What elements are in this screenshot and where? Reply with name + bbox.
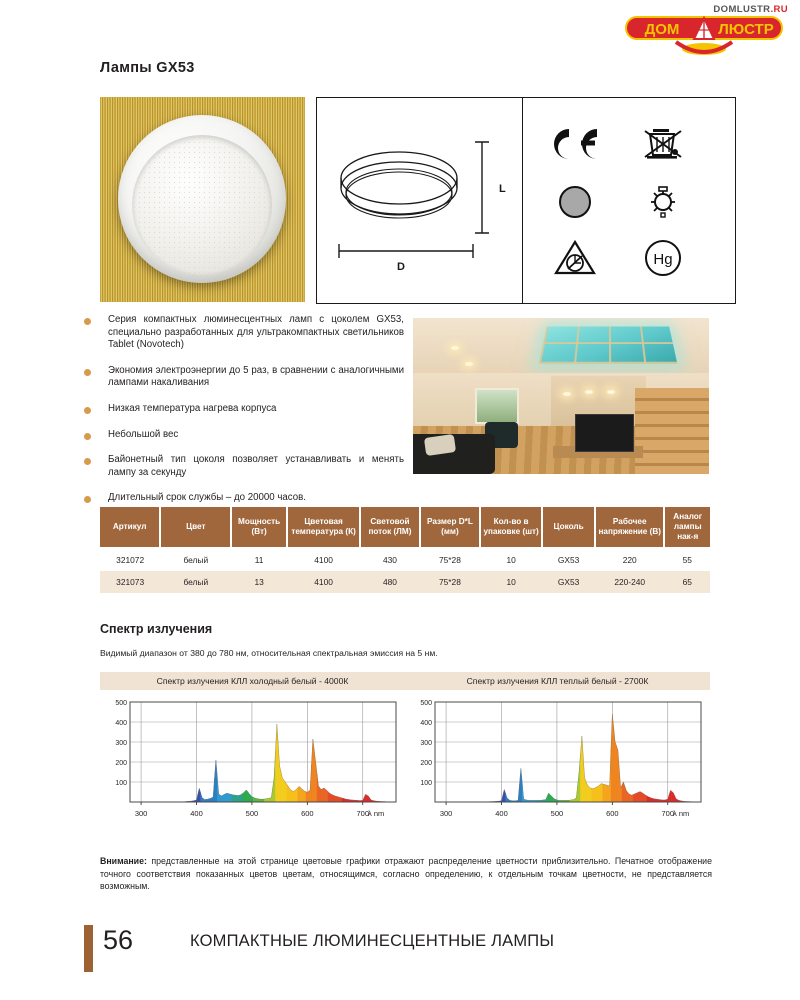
svg-text:200: 200: [115, 760, 127, 767]
cell-size: 75*28: [420, 548, 480, 571]
cell-power: 13: [231, 571, 287, 593]
chart-plot-area: [405, 696, 710, 824]
bullet-dot-icon: [84, 407, 91, 414]
cell-pack: 10: [480, 548, 542, 571]
photo-downlight: [465, 362, 473, 366]
no-dimmer-triangle-icon: [545, 232, 605, 284]
col-pack: Кол-во в упаковке (шт): [480, 507, 542, 548]
cell-size: 75*28: [420, 571, 480, 593]
svg-text:400: 400: [190, 809, 203, 818]
feature-text: Серия компактных люминесцентных ламп с цоколем GX53, специально разработанных для ультракомпактных светильников Tablet (Novotech): [108, 314, 404, 351]
feature-list: [84, 314, 404, 518]
specifications-table: [100, 507, 710, 593]
svg-text:Hg: Hg: [653, 251, 673, 268]
svg-text:200: 200: [420, 760, 432, 767]
cell-voltage: 220: [595, 548, 665, 571]
chart-title: Спектр излучения КЛЛ холодный белый - 4000К: [100, 672, 405, 690]
photo-downlight: [563, 392, 571, 396]
bullet-dot-icon: [84, 318, 91, 325]
list-item: [84, 492, 404, 505]
product-photo: [100, 97, 305, 302]
interior-photo: [413, 318, 709, 474]
section-title-spectrum: Спектр излучения: [100, 622, 213, 636]
svg-text:ДОМ: ДОМ: [644, 21, 680, 38]
weee-crossed-bin-icon: [633, 118, 693, 170]
lamp-glow-icon: [633, 176, 693, 228]
svg-text:700: 700: [661, 809, 675, 818]
grey-disc-icon: [545, 176, 605, 228]
svg-text:100: 100: [115, 780, 127, 787]
bullet-dot-icon: [84, 458, 91, 465]
chart-cool-white: [100, 672, 405, 824]
col-flux: Световой поток (ЛМ): [360, 507, 420, 548]
col-size: Размер D*L (мм): [420, 507, 480, 548]
cell-base: GX53: [542, 571, 595, 593]
svg-text:400: 400: [115, 720, 127, 727]
compliance-symbols: [523, 98, 735, 303]
photo-tv: [575, 414, 634, 452]
site-url: [713, 4, 788, 15]
photo-downlight: [451, 346, 459, 350]
cell-article: 321072: [100, 548, 160, 571]
svg-text:λ nm: λ nm: [673, 809, 690, 818]
footer-accent-bar: [84, 925, 93, 972]
site-logo[interactable]: [620, 4, 790, 56]
footer-title: КОМПАКТНЫЕ ЛЮМИНЕСЦЕНТНЫЕ ЛАМПЫ: [190, 932, 555, 950]
svg-text:500: 500: [115, 700, 127, 707]
bullet-dot-icon: [84, 433, 91, 440]
dimension-drawing: [317, 98, 522, 303]
list-item: [84, 403, 404, 416]
svg-text:500: 500: [420, 700, 432, 707]
cell-analog: 65: [664, 571, 710, 593]
svg-text:λ nm: λ nm: [368, 809, 385, 818]
svg-text:300: 300: [420, 740, 432, 747]
photo-downlight: [585, 390, 593, 394]
chart-title: Спектр излучения КЛЛ теплый белый - 2700К: [405, 672, 710, 690]
cell-flux: 480: [360, 571, 420, 593]
list-item: [84, 429, 404, 442]
cell-analog: 55: [664, 548, 710, 571]
feature-text: Небольшой вес: [108, 428, 179, 440]
section-subtitle-spectrum: Видимый диапазон от 380 до 780 нм, относительная спектральная эмиссия на 5 нм.: [100, 648, 438, 658]
feature-text: Экономия электроэнергии до 5 раз, в сравнении с аналогичными лампами накаливания: [108, 364, 404, 389]
mercury-hg-icon: [633, 232, 693, 284]
bullet-dot-icon: [84, 369, 91, 376]
logo-svg: [620, 16, 788, 56]
photo-downlight: [607, 390, 615, 394]
logo-graphic: [620, 16, 788, 56]
table-row[interactable]: [100, 571, 710, 593]
col-article: Артикул: [100, 507, 160, 548]
list-item: [84, 454, 404, 479]
cell-colortemp: 4100: [287, 571, 360, 593]
col-base: Цоколь: [542, 507, 595, 548]
feature-text: Байонетный тип цоколя позволяет устанавливать и менять лампу за секунду: [108, 454, 404, 478]
spectrum-chart-svg: [405, 696, 710, 824]
disclaimer-body: представленные на этой странице цветовые графики отражают распределение цветности приблизительно. Печатное отображение точного соответствия показанных цветов цветам, относящимся, согласно определению, к отдельным точкам цветности, не представляется возможным.: [100, 856, 712, 892]
lamp-body: [118, 115, 286, 283]
site-url-tld: .RU: [770, 4, 788, 15]
col-power: Мощность (Вт): [231, 507, 287, 548]
svg-text:ЛЮСТР: ЛЮСТР: [718, 21, 774, 38]
cell-voltage: 220-240: [595, 571, 665, 593]
svg-text:400: 400: [420, 720, 432, 727]
table-header-row: [100, 507, 710, 548]
bullet-dot-icon: [84, 496, 91, 503]
lamp-outline-svg: [317, 98, 522, 303]
svg-text:100: 100: [420, 780, 432, 787]
lamp-texture: [132, 135, 272, 275]
ce-mark-icon: [545, 118, 605, 170]
chart-warm-white: [405, 672, 710, 824]
photo-skylight: [539, 327, 678, 364]
cell-colortemp: 4100: [287, 548, 360, 571]
svg-text:400: 400: [495, 809, 508, 818]
cell-color: белый: [160, 571, 231, 593]
disclaimer-note: [100, 855, 712, 893]
table-body: [100, 548, 710, 593]
page-title: Лампы GX53: [100, 60, 195, 76]
svg-text:300: 300: [439, 809, 453, 818]
disclaimer-lead: Внимание:: [100, 856, 147, 866]
svg-text:300: 300: [115, 740, 127, 747]
cell-pack: 10: [480, 571, 542, 593]
svg-text:300: 300: [134, 809, 148, 818]
feature-text: Длительный срок службы – до 20000 часов.: [108, 492, 306, 504]
technical-diagram-box: [316, 97, 736, 304]
photo-window: [475, 388, 519, 424]
list-item: [84, 314, 404, 352]
feature-text: Низкая температура нагрева корпуса: [108, 402, 277, 414]
cell-color: белый: [160, 548, 231, 571]
svg-text:500: 500: [245, 809, 259, 818]
col-color: Цвет: [160, 507, 231, 548]
svg-text:500: 500: [550, 809, 564, 818]
svg-text:600: 600: [301, 809, 314, 818]
site-url-main: DOMLUSTR: [713, 4, 771, 15]
spectrum-chart-svg: [100, 696, 405, 824]
col-analog: Аналог лампы нак-я: [664, 507, 710, 548]
page-number: 56: [103, 925, 134, 955]
list-item: [84, 365, 404, 390]
col-colortemp: Цветовая температура (К): [287, 507, 360, 548]
lamp-diffuser: [132, 135, 272, 275]
cell-base: GX53: [542, 548, 595, 571]
photo-skylight-grid: [539, 327, 678, 364]
dim-d-label: D: [397, 261, 405, 273]
svg-text:600: 600: [606, 809, 619, 818]
table-row[interactable]: [100, 548, 710, 571]
svg-text:700: 700: [356, 809, 370, 818]
photo-stairs: [635, 388, 709, 474]
col-voltage: Рабочее напряжение (В): [595, 507, 665, 548]
dim-l-label: L: [499, 183, 506, 195]
cell-article: 321073: [100, 571, 160, 593]
cell-flux: 430: [360, 548, 420, 571]
table-head: [100, 507, 710, 548]
chart-plot-area: [100, 696, 405, 824]
cell-power: 11: [231, 548, 287, 571]
